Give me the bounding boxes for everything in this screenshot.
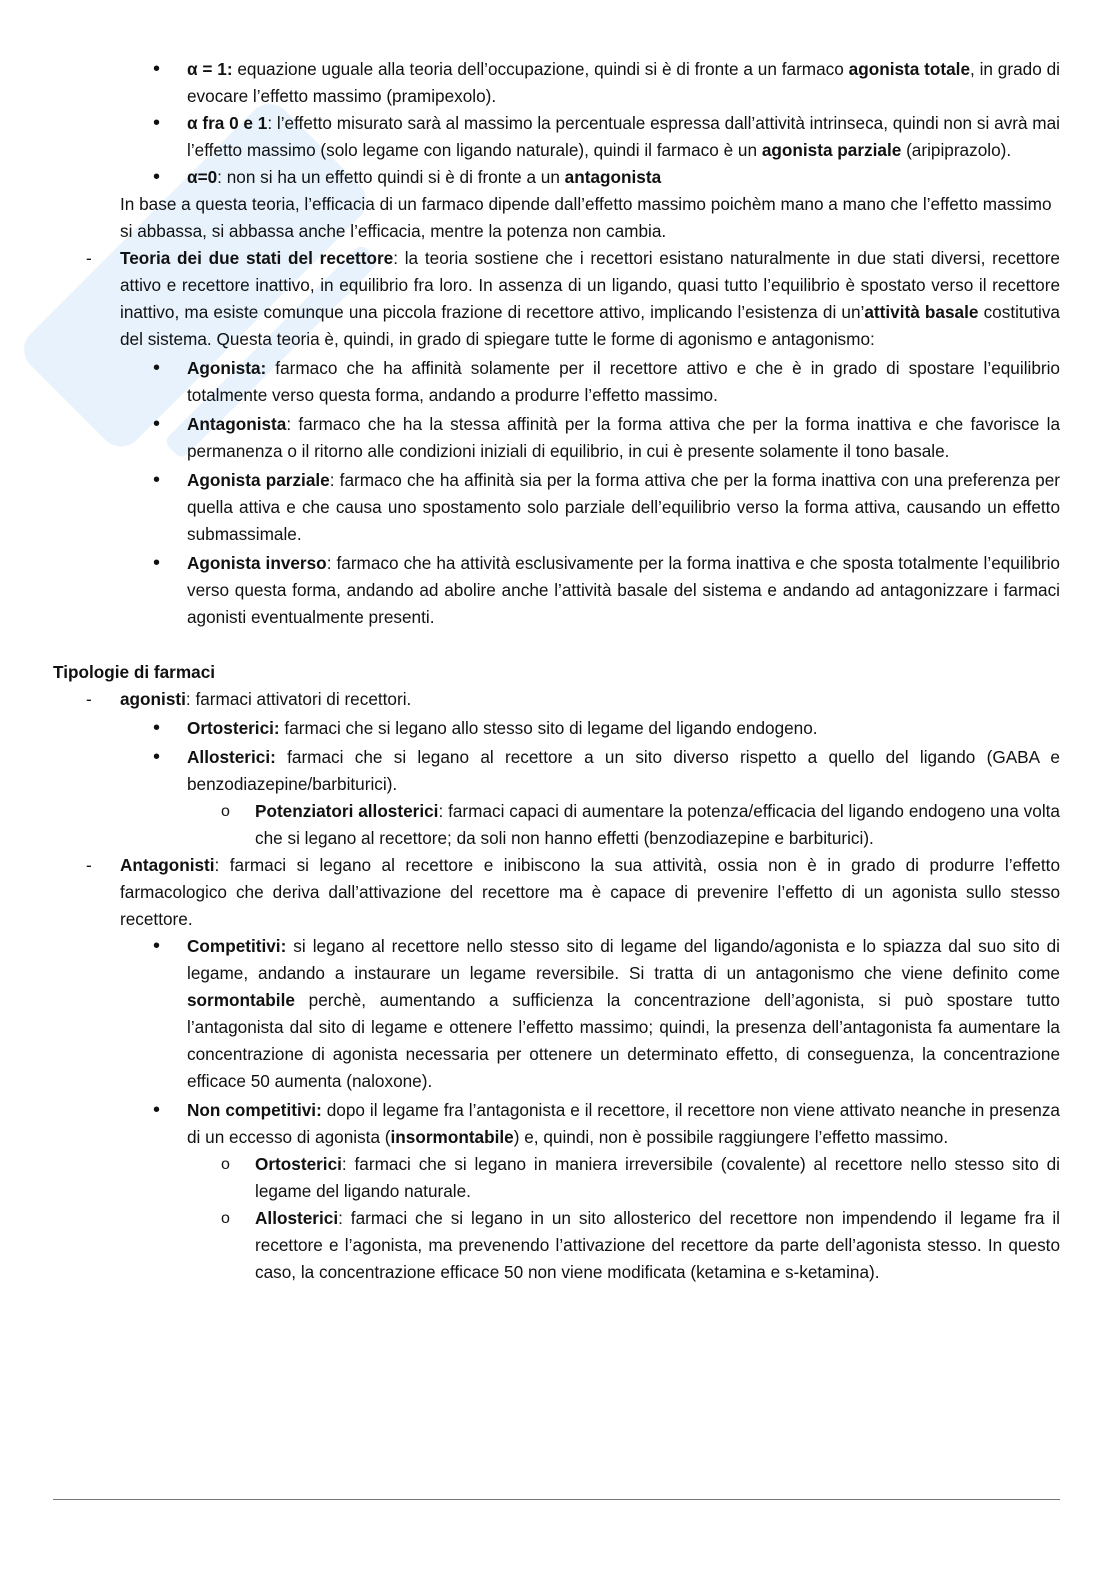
- list-item: [53, 550, 1060, 631]
- text: : la teoria sostiene che i recettori esistano naturalmente in due stati diversi, recettore attivo e recettore inattivo, in equilibrio fra loro. In assenza di un ligando, quasi tutto l’equilibrio è spostato verso il recettore inattivo, ma esiste comunque una piccola frazione di recettore attivo, implicando l’esistenza di un’: [120, 248, 1060, 322]
- text: : farmaci attivatori di recettori.: [185, 689, 412, 709]
- text: : farmaci si legano al recettore e inibiscono la sua attività, ossia non è in grado di produrre l’effetto farmacologico che deriva dall’attivazione del recettore ma è capace di prevenire l’effetto di un agonista sullo stesso recettore.: [120, 855, 1060, 929]
- list-item: [53, 56, 1060, 110]
- dash-marker: -: [86, 689, 92, 709]
- bullet-marker: •: [153, 1099, 161, 1121]
- footer-divider: [53, 1499, 1060, 1500]
- term: Ortosterici:: [187, 718, 280, 738]
- term: attività basale: [864, 302, 979, 322]
- list-item: [53, 245, 1060, 353]
- text: (aripiprazolo).: [901, 140, 1012, 160]
- term: Antagonista: [187, 414, 287, 434]
- bullet-marker: •: [153, 717, 161, 739]
- text: dopo il legame fra l’antagonista e il recettore, il recettore non viene attivato neanche in presenza di un eccesso di agonista (: [187, 1100, 1060, 1147]
- circle-marker: o: [221, 803, 230, 820]
- text: : farmaci capaci di aumentare la potenza/efficacia del ligando endogeno una volta che si legano al recettore; da soli non hanno effetti (benzodiazepine e barbiturici).: [255, 801, 1060, 848]
- text: , in grado di evocare l’effetto massimo (pramipexolo).: [187, 59, 1060, 106]
- text: farmaco che ha affinità solamente per il recettore attivo e che è in grado di spostare l’equilibrio totalmente verso questa forma, andando a produrre l’effetto massimo.: [187, 358, 1060, 405]
- text: : l’effetto misurato sarà al massimo la percentuale espressa dall’attività intrinseca, quindi non si avrà mai l’effetto massimo (solo legame con ligando naturale), quindi il farmaco è un: [187, 113, 1060, 160]
- list-item: [53, 744, 1060, 798]
- circle-marker: o: [221, 1210, 230, 1227]
- list-item: [53, 355, 1060, 409]
- term: Agonista:: [187, 358, 267, 378]
- term: Ortosterici: [255, 1154, 342, 1174]
- text: farmaci che si legano allo stesso sito di legame del ligando endogeno.: [279, 718, 818, 738]
- text: : farmaci che si legano in maniera irreversibile (covalente) al recettore nello stesso sito di legame del ligando naturale.: [255, 1154, 1060, 1201]
- text: equazione uguale alla teoria dell’occupazione, quindi si è di fronte a un farmaco: [232, 59, 849, 79]
- term: Non competitivi:: [187, 1100, 322, 1120]
- term: Allosterici: [255, 1208, 339, 1228]
- term: Agonista inverso: [187, 553, 327, 573]
- term: Antagonisti: [120, 855, 215, 875]
- list-item: [53, 164, 1060, 191]
- term: sormontabile: [187, 990, 295, 1010]
- list-item: [53, 715, 1060, 742]
- term: agonista parziale: [761, 140, 902, 160]
- dash-marker: -: [86, 248, 92, 268]
- bullet-marker: •: [153, 746, 161, 768]
- term: α = 1:: [187, 59, 233, 79]
- bullet-marker: •: [153, 112, 161, 134]
- text: farmaci che si legano al recettore a un sito diverso rispetto a quello del ligando (GABA e benzodiazepine/barbiturici).: [187, 747, 1060, 794]
- term: Potenziatori allosterici: [255, 801, 439, 821]
- circle-marker: o: [221, 1156, 230, 1173]
- term: α fra 0 e 1: [187, 113, 268, 133]
- text: : farmaco che ha la stessa affinità per la forma attiva che per la forma inattiva e che favorisce la permanenza o il ritorno alle condizioni iniziali di equilibrio, in cui è presente solamente il tono basale.: [187, 414, 1060, 461]
- term: agonista totale: [848, 59, 970, 79]
- dash-marker: -: [86, 855, 92, 875]
- list-item: [53, 933, 1060, 1095]
- list-item: [53, 1097, 1060, 1151]
- term: agonisti: [120, 689, 186, 709]
- text: : non si ha un effetto quindi si è di fronte a un: [217, 167, 565, 187]
- list-item: [53, 467, 1060, 548]
- bullet-marker: •: [153, 935, 161, 957]
- text: : farmaco che ha attività esclusivamente per la forma inattiva e che sposta totalmente l’equilibrio verso questa forma, andando ad abolire anche l’attività basale del sistema e andando ad antagonizzare i farmaci agonisti eventualmente presenti.: [187, 553, 1060, 627]
- text: perchè, aumentando a sufficienza la concentrazione dell’agonista, si può spostare tutto l’antagonista dal sito di legame e ottenere l’effetto massimo; quindi, la presenza dell’antagonista fa aumentare la concentrazione di agonista necessaria per ottenere un determinato effetto, di conseguenza, la concentrazione efficace 50 aumenta (naloxone).: [187, 990, 1060, 1091]
- term: insormontabile: [390, 1127, 514, 1147]
- text: costitutiva del sistema. Questa teoria è, quindi, in grado di spiegare tutte le forme di agonismo e antagonismo:: [120, 302, 1060, 349]
- list-item: [53, 110, 1060, 164]
- text: ) e, quindi, non è possibile raggiungere l’effetto massimo.: [513, 1127, 949, 1147]
- term: Competitivi:: [187, 936, 287, 956]
- bullet-marker: •: [153, 58, 161, 80]
- bullet-marker: •: [153, 166, 161, 188]
- list-item: [53, 798, 1060, 852]
- list-item: [53, 1151, 1060, 1205]
- term: Allosterici:: [187, 747, 276, 767]
- list-item: [53, 852, 1060, 933]
- bullet-marker: •: [153, 552, 161, 574]
- text: si legano al recettore nello stesso sito di legame del ligando/agonista e lo spiazza dal suo sito di legame, andando a instaurare un legame reversibile. Si tratta di un antagonismo che viene definito come: [187, 936, 1060, 983]
- text: : farmaco che ha affinità sia per la forma attiva che per la forma inattiva con una preferenza per quella attiva e che causa uno spostamento solo parziale dell’equilibrio verso la forma attiva, causando un effetto submassimale.: [187, 470, 1060, 544]
- bullet-marker: •: [153, 357, 161, 379]
- document-body: [53, 56, 1060, 1286]
- term: antagonista: [564, 167, 662, 187]
- list-item: [53, 686, 1060, 713]
- text: : farmaci che si legano in un sito allosterico del recettore non impendendo il legame fra il recettore e l’agonista, ma prevenendo l’attivazione del recettore da parte dell’agonista stesso. In questo caso, la concentrazione efficace 50 non viene modificata (ketamina e s-ketamina).: [255, 1208, 1060, 1282]
- list-item: [53, 411, 1060, 465]
- term: α=0: [187, 167, 218, 187]
- term: Teoria dei due stati del recettore: [120, 248, 394, 268]
- section-heading: Tipologie di farmaci: [53, 662, 216, 682]
- list-item: [53, 1205, 1060, 1286]
- paragraph: In base a questa teoria, l’efficacia di un farmaco dipende dall’effetto massimo poichèm mano a mano che l’effetto massimo si abbassa, si abbassa anche l’efficacia, mentre la potenza non cambia.: [120, 194, 1052, 241]
- term: Agonista parziale: [187, 470, 330, 490]
- bullet-marker: •: [153, 413, 161, 435]
- bullet-marker: •: [153, 469, 161, 491]
